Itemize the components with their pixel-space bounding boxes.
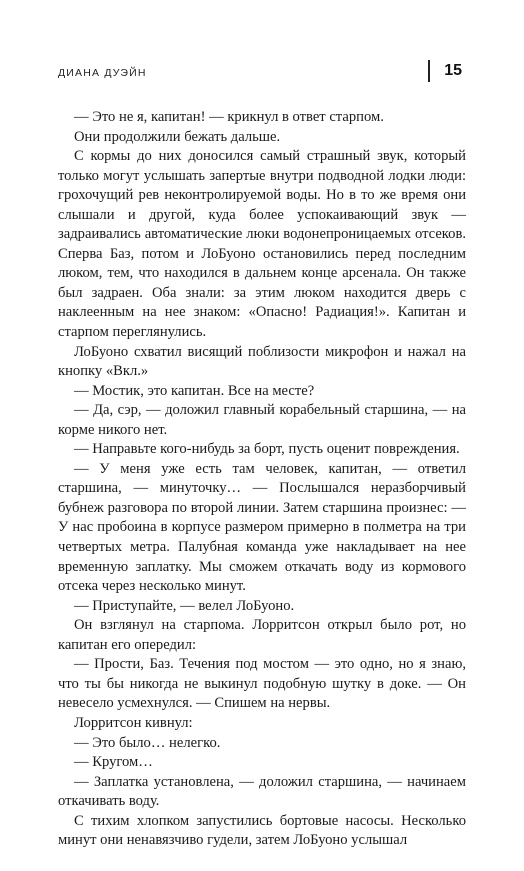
page-number: 15 xyxy=(444,62,462,79)
paragraph: — Это было… нелегко. xyxy=(74,734,221,751)
paragraph: — Приступайте, — велел ЛоБуоно. xyxy=(74,597,295,614)
paragraph: С тихим хлопком запустились бортовые насосы. Несколько минут они ненавязчиво гудели, затем ЛоБуоно услышал xyxy=(58,812,466,849)
paragraph: ЛоБуоно схватил висящий поблизости микрофон и нажал на кнопку «Вкл.» xyxy=(58,343,466,380)
paragraph: Он взглянул на старпома. Лорритсон открыл было рот, но капитан его опередил: xyxy=(58,617,466,653)
page-header xyxy=(58,60,462,84)
paragraph: — Кругом… xyxy=(74,754,153,771)
header-divider xyxy=(428,60,430,82)
paragraph: — Направьте кого-нибудь за борт, пусть оценит повреждения. xyxy=(74,441,460,458)
paragraph: С кормы до них доносился самый страшный звук, который только могут услышать запертые внутри подводной лодки люди: грохочущий рев неконтролируемой воды. Но в то же время они слышали и другой, куда более успокаивающий звук — задраивались автоматические люки водонепроницаемых отсеков. Сперва Баз, потом и ЛоБуоно остановились перед последним люком, тем, что находился в дальнем конце арсенала. Он также был задраен. Оба знали: за этим люком находится дверь с наклеенным на нее знаком: «Опасно! Радиация!». Капитан и старпом переглянулись. xyxy=(58,148,466,341)
paragraph: — Мостик, это капитан. Все на месте? xyxy=(74,382,315,399)
paragraph: — Прости, Баз. Течения под мостом — это одно, но я знаю, что ты бы никогда не выкинул подобную шутку в доке. — Он невесело усмехнулся. — Спишем на нервы. xyxy=(58,656,466,712)
paragraph: Они продолжили бежать дальше. xyxy=(74,128,281,145)
paragraph: — Заплатка установлена, — доложил старшина, — начинаем откачивать воду. xyxy=(58,773,466,810)
paragraph: — У меня уже есть там человек, капитан, — ответил старшина, — минуточку… — Послышался неразборчивый бубнеж разговора по второй линии. Затем старшина произнес: — У нас пробоина в корпусе размером примерно в полметра на три четвертых метра. Палубная команда уже накладывает на нее временную заплатку. Мы сможем откачать воду из кормового отсека через несколько минут. xyxy=(58,460,466,595)
body-text xyxy=(58,108,466,851)
paragraph: Лорритсон кивнул: xyxy=(74,714,193,731)
running-head-author: ДИАНА ДУЭЙН xyxy=(58,67,147,79)
paragraph: — Да, сэр, — доложил главный корабельный старшина, — на корме никого нет. xyxy=(58,402,466,438)
paragraph: — Это не я, капитан! — крикнул в ответ старпом. xyxy=(74,109,384,125)
